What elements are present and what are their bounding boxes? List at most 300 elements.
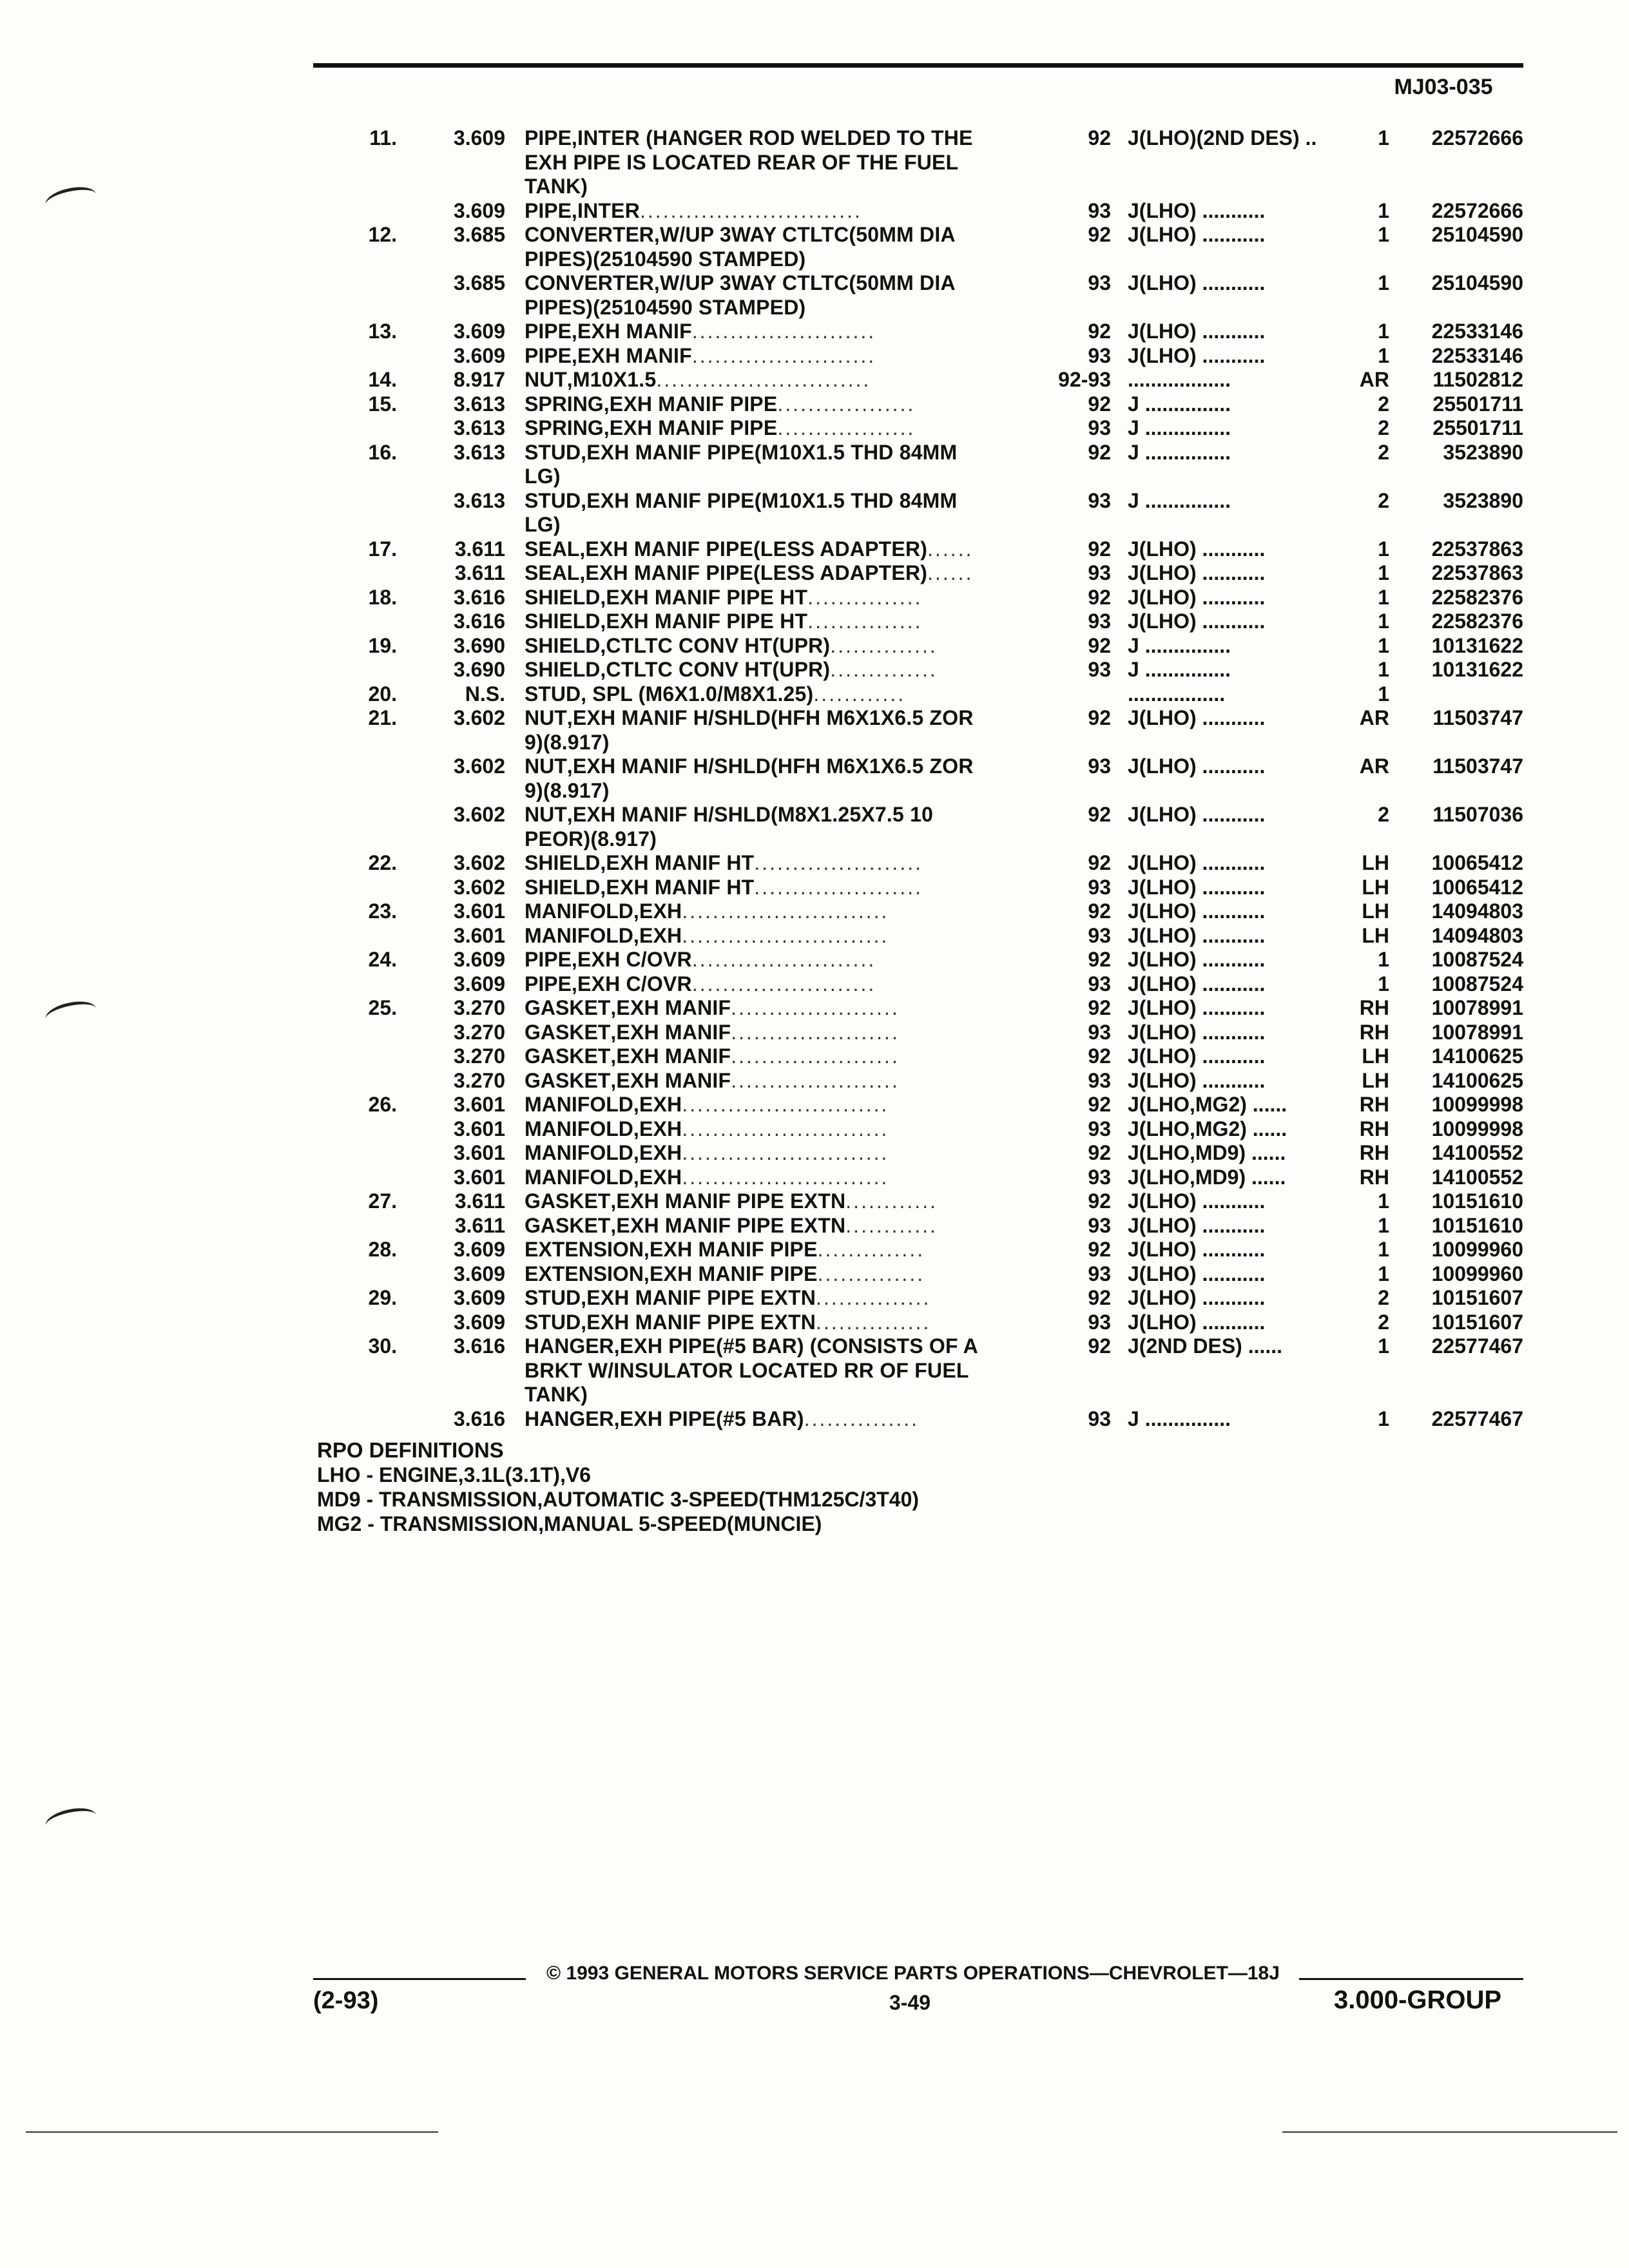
parts-row — [313, 320, 1523, 344]
quantity: RH — [1359, 1165, 1389, 1189]
usage-code: J(LHO) ........... — [1128, 948, 1266, 971]
part-number: 11502812 — [1432, 368, 1523, 391]
part-description — [525, 1383, 1040, 1407]
group-number: 3.613 — [453, 488, 505, 512]
quantity: RH — [1359, 996, 1389, 1019]
item-number: 23. — [368, 899, 397, 923]
part-number: 10099960 — [1431, 1262, 1523, 1285]
part-name: SEAL — [525, 561, 580, 584]
part-detail: EXH PIPE IS LOCATED REAR OF THE FUEL — [525, 150, 959, 174]
usage-code: J ............... — [1128, 416, 1231, 439]
group-number: 3.613 — [453, 392, 505, 416]
model-year: 93 — [1088, 1117, 1111, 1140]
usage-code: J(LHO) ........... — [1128, 585, 1266, 609]
part-detail: ,EXH MANIF PIPE(LESS ADAPTER) — [579, 561, 928, 584]
part-number: 25501711 — [1432, 392, 1523, 416]
parts-row — [313, 416, 1523, 441]
quantity: 1 — [1378, 561, 1389, 584]
part-number: 22572666 — [1431, 126, 1523, 149]
parts-row — [313, 126, 1523, 151]
part-name: SHIELD — [525, 851, 601, 874]
part-number: 22537863 — [1431, 561, 1523, 584]
part-name: MANIFOLD — [525, 923, 633, 947]
parts-row — [313, 344, 1523, 369]
part-description — [525, 610, 1040, 634]
group-number: 3.609 — [453, 1238, 505, 1261]
dot-leader: ............... — [816, 1310, 931, 1334]
item-number: 16. — [368, 440, 397, 464]
parts-row — [313, 1286, 1523, 1311]
dot-leader: ............ — [845, 1213, 938, 1237]
usage-code: J(LHO) ........... — [1128, 996, 1266, 1019]
part-name: PIPE — [525, 320, 572, 343]
part-name: GASKET — [525, 1044, 611, 1068]
part-description — [525, 126, 1040, 151]
model-year: 92 — [1088, 223, 1111, 246]
part-number: 10078991 — [1431, 996, 1523, 1019]
part-detail: ,EXH MANIF HT — [600, 875, 755, 899]
quantity: LH — [1362, 851, 1389, 874]
part-detail: ,EXH MANIF HT — [600, 851, 755, 874]
group-number: N.S. — [465, 682, 505, 706]
part-detail: PIPES)(25104590 STAMPED) — [525, 247, 806, 271]
group-number: 3.601 — [453, 1093, 505, 1116]
parts-row — [313, 996, 1523, 1021]
model-year: 93 — [1088, 1213, 1111, 1237]
part-detail: TANK) — [525, 175, 588, 198]
item-number: 25. — [368, 996, 397, 1019]
part-number: 11503747 — [1432, 754, 1523, 778]
item-number: 24. — [368, 948, 397, 971]
part-number: 3523890 — [1443, 440, 1523, 464]
part-detail: ,EXH MANIF PIPE — [643, 1238, 818, 1261]
quantity: 2 — [1378, 1286, 1389, 1309]
part-detail: ,EXH — [633, 1141, 682, 1164]
model-year: 93 — [1088, 1262, 1111, 1285]
part-detail: ,EXH MANIF — [610, 1044, 731, 1068]
group-number: 3.602 — [453, 851, 505, 874]
part-number: 22577467 — [1431, 1334, 1523, 1358]
part-number: 10099998 — [1431, 1093, 1523, 1116]
group-number: 3.609 — [453, 343, 505, 367]
usage-code: J(LHO) ........... — [1128, 320, 1266, 343]
parts-row — [313, 1166, 1523, 1190]
part-number: 22572666 — [1431, 198, 1523, 222]
quantity: 2 — [1378, 1310, 1389, 1334]
part-name: GASKET — [525, 1020, 611, 1044]
usage-code: J(LHO) ........... — [1128, 875, 1266, 899]
item-number: 20. — [368, 682, 397, 706]
quantity: 1 — [1378, 682, 1389, 706]
top-rule — [313, 63, 1523, 68]
model-year: 92 — [1088, 1141, 1111, 1164]
part-name: PIPE — [525, 972, 572, 995]
model-year: 92 — [1088, 320, 1111, 343]
model-year: 93 — [1088, 875, 1111, 899]
part-description — [525, 1238, 1040, 1262]
part-detail: ,EXH — [633, 1165, 682, 1189]
part-number: 22533146 — [1431, 343, 1523, 367]
footer-rule-right — [1299, 1978, 1523, 1980]
group-number: 3.609 — [453, 1310, 505, 1334]
part-name: GASKET — [525, 1068, 611, 1092]
part-detail: ,EXH MANIF — [610, 996, 731, 1019]
part-name: MANIFOLD — [525, 1165, 633, 1189]
dot-leader: ...................... — [754, 875, 923, 899]
part-detail: ,EXH — [633, 923, 682, 947]
group-number: 3.609 — [453, 320, 505, 343]
part-name: MANIFOLD — [525, 1141, 633, 1164]
part-number: 14094803 — [1431, 899, 1523, 923]
model-year: 92 — [1088, 1044, 1111, 1068]
part-number: 22537863 — [1431, 537, 1523, 561]
usage-code: J(LHO) ........... — [1128, 706, 1266, 729]
part-detail: 9)(8.917) — [525, 730, 610, 754]
part-description — [525, 561, 1040, 586]
part-description — [525, 344, 1040, 369]
item-number: 22. — [368, 851, 397, 874]
usage-code: J(LHO) ........... — [1128, 1213, 1266, 1237]
usage-code: J(LHO,MG2) ...... — [1128, 1117, 1287, 1140]
group-number: 3.602 — [453, 875, 505, 899]
group-number: 3.616 — [453, 1407, 505, 1430]
part-detail: TANK) — [525, 1383, 588, 1406]
part-description — [525, 489, 1040, 514]
part-detail: ,CTLTC CONV HT(UPR) — [600, 633, 831, 657]
part-description — [525, 513, 1040, 537]
item-number: 29. — [368, 1286, 397, 1309]
part-number: 14100625 — [1431, 1044, 1523, 1068]
part-detail: ,EXH PIPE(#5 BAR) (CONSISTS OF A — [613, 1334, 978, 1358]
quantity: AR — [1359, 754, 1389, 778]
parts-row — [313, 851, 1523, 876]
part-number: 10151607 — [1431, 1286, 1523, 1309]
part-description — [525, 1117, 1040, 1142]
part-number: 22582376 — [1431, 585, 1523, 609]
quantity: 1 — [1378, 537, 1389, 561]
model-year: 92 — [1088, 1093, 1111, 1116]
rpo-line: MG2 - TRANSMISSION,MANUAL 5-SPEED(MUNCIE) — [317, 1512, 822, 1535]
usage-code: J(LHO) ........... — [1128, 271, 1266, 294]
dot-leader: ...... — [927, 561, 974, 584]
part-description — [525, 731, 1040, 755]
part-description — [525, 271, 1040, 296]
parts-row — [313, 561, 1523, 586]
item-number: 13. — [368, 320, 397, 343]
model-year: 93 — [1088, 416, 1111, 439]
part-name: GASKET — [525, 1213, 611, 1237]
usage-code: J(LHO) ........... — [1128, 851, 1266, 874]
group-number: 3.611 — [454, 561, 505, 584]
part-description — [525, 754, 1040, 779]
model-year: 92 — [1088, 392, 1111, 416]
part-detail: LG) — [525, 465, 561, 488]
parts-row — [313, 924, 1523, 948]
dot-leader: ........................... — [682, 1141, 889, 1164]
part-detail: ,EXH MANIF PIPE EXTN — [581, 1286, 816, 1309]
usage-code: J(LHO) ........... — [1128, 1238, 1266, 1261]
group-number: 3.690 — [453, 658, 505, 681]
dot-leader: ........................... — [682, 899, 889, 923]
part-description — [525, 706, 1040, 731]
part-description — [525, 1069, 1040, 1093]
dot-leader: ............... — [816, 1286, 931, 1309]
part-description — [525, 1044, 1040, 1069]
part-description — [525, 223, 1040, 247]
group-number: 3.616 — [453, 1334, 505, 1358]
part-description — [525, 851, 1040, 876]
part-detail: ,EXH MANIF — [610, 1020, 731, 1044]
model-year: 93 — [1088, 343, 1111, 367]
model-year: 92 — [1088, 1334, 1111, 1358]
model-year: 93 — [1088, 923, 1111, 947]
part-name: MANIFOLD — [525, 899, 633, 923]
usage-code: J ............... — [1128, 392, 1231, 416]
dot-leader: ...................... — [731, 996, 900, 1019]
model-year: 93 — [1088, 658, 1111, 681]
part-description — [525, 586, 1040, 610]
part-number: 10099960 — [1431, 1238, 1523, 1261]
parts-row — [313, 731, 1523, 755]
part-detail: ,M10X1.5 — [566, 368, 657, 391]
model-year: 92 — [1088, 126, 1111, 149]
quantity: 2 — [1378, 440, 1389, 464]
usage-code: J(LHO) ........... — [1128, 1189, 1266, 1213]
part-description — [525, 682, 1040, 707]
item-number: 17. — [368, 537, 397, 561]
dot-leader: ............................ — [656, 368, 871, 391]
item-number: 15. — [368, 392, 397, 416]
part-detail: ,EXH MANIF PIPE EXTN — [610, 1213, 846, 1237]
model-year: 92 — [1088, 1238, 1111, 1261]
model-year: 92 — [1088, 585, 1111, 609]
quantity: 1 — [1378, 633, 1389, 657]
group-number: 3.609 — [453, 948, 505, 971]
quantity: RH — [1359, 1093, 1389, 1116]
usage-code: .................. — [1128, 368, 1231, 391]
part-name: MANIFOLD — [525, 1093, 633, 1116]
scan-edge-line — [26, 2131, 438, 2133]
rpo-definitions — [317, 1438, 919, 1536]
quantity: LH — [1362, 1068, 1389, 1092]
part-description — [525, 1021, 1040, 1045]
part-detail: ,CTLTC CONV HT(UPR) — [600, 658, 831, 681]
part-name: GASKET — [525, 996, 611, 1019]
group-number: 3.611 — [454, 1213, 505, 1237]
part-detail: ,EXH MANIF PIPE EXTN — [610, 1189, 846, 1213]
binder-punch-mark — [43, 997, 99, 1030]
part-number: 11507036 — [1432, 803, 1523, 826]
part-description — [525, 441, 1040, 465]
group-number: 3.601 — [453, 1117, 505, 1140]
part-name: EXTENSION — [525, 1238, 644, 1261]
item-number: 11. — [369, 126, 397, 149]
usage-code: J(LHO,MD9) ...... — [1128, 1165, 1286, 1189]
quantity: 1 — [1378, 271, 1389, 294]
parts-row — [313, 1334, 1523, 1359]
group-number: 3.601 — [453, 923, 505, 947]
dot-leader: ............................. — [640, 198, 862, 222]
usage-code: J(LHO) ........... — [1128, 1310, 1266, 1334]
group-number: 3.601 — [453, 1165, 505, 1189]
part-number: 10087524 — [1431, 948, 1523, 971]
quantity: AR — [1359, 368, 1389, 391]
quantity: 2 — [1378, 803, 1389, 826]
part-detail: ,EXH MANIF PIPE — [603, 416, 778, 439]
part-number: 10151610 — [1431, 1213, 1523, 1237]
group-number: 3.270 — [453, 1020, 505, 1044]
parts-row — [313, 368, 1523, 392]
dot-leader: ...................... — [754, 851, 923, 874]
model-year: 92 — [1088, 1286, 1111, 1309]
part-description — [525, 465, 1040, 489]
dot-leader: .................. — [777, 416, 916, 439]
parts-row — [313, 899, 1523, 924]
parts-row — [313, 754, 1523, 779]
quantity: 2 — [1378, 416, 1389, 439]
part-description — [525, 899, 1040, 924]
part-detail: ,EXH MANIF H/SHLD(HFH M6X1X6.5 ZOR — [566, 706, 974, 729]
usage-code: J(LHO) ........... — [1128, 198, 1266, 222]
parts-row — [313, 1359, 1523, 1383]
part-detail: LG) — [525, 513, 561, 536]
part-name: HANGER — [525, 1407, 614, 1430]
parts-row — [313, 1262, 1523, 1287]
usage-code: J(LHO) ........... — [1128, 1286, 1266, 1309]
dot-leader: ............... — [804, 1407, 920, 1430]
footer-rule-left — [313, 1978, 526, 1980]
dot-leader: ........................... — [682, 1117, 889, 1140]
usage-code: J(LHO) ........... — [1128, 1068, 1266, 1092]
parts-row — [313, 1141, 1523, 1166]
quantity: LH — [1362, 1044, 1389, 1068]
dot-leader: ............ — [845, 1189, 938, 1213]
part-number: 10087524 — [1431, 972, 1523, 995]
part-number: 25104590 — [1431, 271, 1523, 294]
part-number: 22577467 — [1431, 1407, 1523, 1430]
group-number: 3.611 — [454, 1189, 505, 1213]
part-description — [525, 416, 1040, 441]
model-year: 92 — [1088, 803, 1111, 826]
part-description — [525, 392, 1040, 417]
part-description — [525, 537, 1040, 562]
parts-row — [313, 223, 1523, 247]
parts-row — [313, 513, 1523, 537]
parts-row — [313, 1069, 1523, 1093]
part-detail: ,INTER — [571, 198, 641, 222]
dot-leader: ............... — [807, 610, 923, 633]
part-detail: ,EXH MANIF H/SHLD(HFH M6X1X6.5 ZOR — [566, 754, 974, 778]
usage-code: J(LHO) ........... — [1128, 537, 1266, 561]
part-number: 3523890 — [1443, 488, 1523, 512]
parts-row — [313, 779, 1523, 803]
part-description — [525, 1166, 1040, 1190]
dot-leader: ...... — [927, 537, 974, 561]
quantity: 2 — [1378, 488, 1389, 512]
item-number: 21. — [368, 706, 397, 729]
parts-row — [313, 296, 1523, 320]
usage-code: J(LHO) ........... — [1128, 754, 1266, 778]
dot-leader: .............. — [817, 1238, 925, 1261]
footer-page-number: 3-49 — [889, 1991, 931, 2014]
parts-row — [313, 392, 1523, 417]
item-number: 19. — [368, 633, 397, 657]
part-name: MANIFOLD — [525, 1117, 633, 1140]
part-name: SPRING — [525, 416, 604, 439]
part-name: STUD — [525, 1310, 581, 1334]
parts-row — [313, 876, 1523, 900]
scan-edge-line — [1282, 2131, 1617, 2133]
binder-punch-mark — [43, 1804, 99, 1837]
group-number: 3.613 — [453, 416, 505, 439]
usage-code: J(LHO) ........... — [1128, 899, 1266, 923]
parts-row — [313, 948, 1523, 972]
quantity: LH — [1362, 923, 1389, 947]
quantity: 1 — [1378, 1334, 1389, 1358]
part-description — [525, 827, 1040, 852]
group-number: 3.270 — [453, 1044, 505, 1068]
parts-row — [313, 151, 1523, 175]
part-description — [525, 1334, 1040, 1359]
dot-leader: ........................ — [691, 343, 876, 367]
dot-leader: .............. — [830, 633, 938, 657]
model-year: 92 — [1088, 851, 1111, 874]
usage-code: J(LHO) ........... — [1128, 561, 1266, 584]
quantity: 1 — [1378, 1213, 1389, 1237]
model-year: 93 — [1088, 198, 1111, 222]
item-number: 27. — [368, 1189, 397, 1213]
group-number: 3.609 — [453, 1286, 505, 1309]
usage-code: J(LHO) ........... — [1128, 223, 1266, 246]
part-number: 10151607 — [1431, 1310, 1523, 1334]
part-detail: ,EXH MANIF — [571, 343, 692, 367]
quantity: RH — [1359, 1117, 1389, 1140]
part-detail: ,INTER (HANGER ROD WELDED TO THE — [571, 126, 973, 149]
footer-date: (2-93) — [313, 1987, 379, 2014]
item-number: 12. — [368, 223, 397, 246]
group-number: 3.601 — [453, 1141, 505, 1164]
part-description — [525, 996, 1040, 1021]
part-name: CONVERTER — [525, 223, 654, 246]
part-description — [525, 296, 1040, 320]
part-name: NUT — [525, 368, 567, 391]
rpo-title: RPO DEFINITIONS — [317, 1438, 504, 1462]
dot-leader: ...................... — [731, 1068, 900, 1092]
part-detail: ,W/UP 3WAY CTLTC(50MM DIA — [653, 271, 956, 294]
footer-group: 3.000-GROUP — [1334, 1986, 1502, 2014]
part-description — [525, 972, 1040, 997]
quantity: 1 — [1378, 198, 1389, 222]
part-detail: BRKT W/INSULATOR LOCATED RR OF FUEL — [525, 1358, 969, 1382]
dot-leader: ........................ — [691, 972, 876, 995]
parts-row — [313, 537, 1523, 562]
parts-row — [313, 1407, 1523, 1432]
part-description — [525, 1407, 1040, 1432]
part-description — [525, 924, 1040, 948]
model-year: 93 — [1088, 972, 1111, 995]
part-detail: ,W/UP 3WAY CTLTC(50MM DIA — [653, 223, 956, 246]
quantity: 1 — [1378, 972, 1389, 995]
part-detail: ,EXH — [633, 1117, 682, 1140]
parts-row — [313, 441, 1523, 465]
part-number: 11503747 — [1432, 706, 1523, 729]
usage-code: J(LHO) ........... — [1128, 803, 1266, 826]
document-id: MJ03-035 — [1394, 75, 1493, 99]
part-name: PIPE — [525, 126, 572, 149]
part-description — [525, 320, 1040, 344]
quantity: LH — [1362, 875, 1389, 899]
usage-code: ................. — [1128, 682, 1226, 706]
